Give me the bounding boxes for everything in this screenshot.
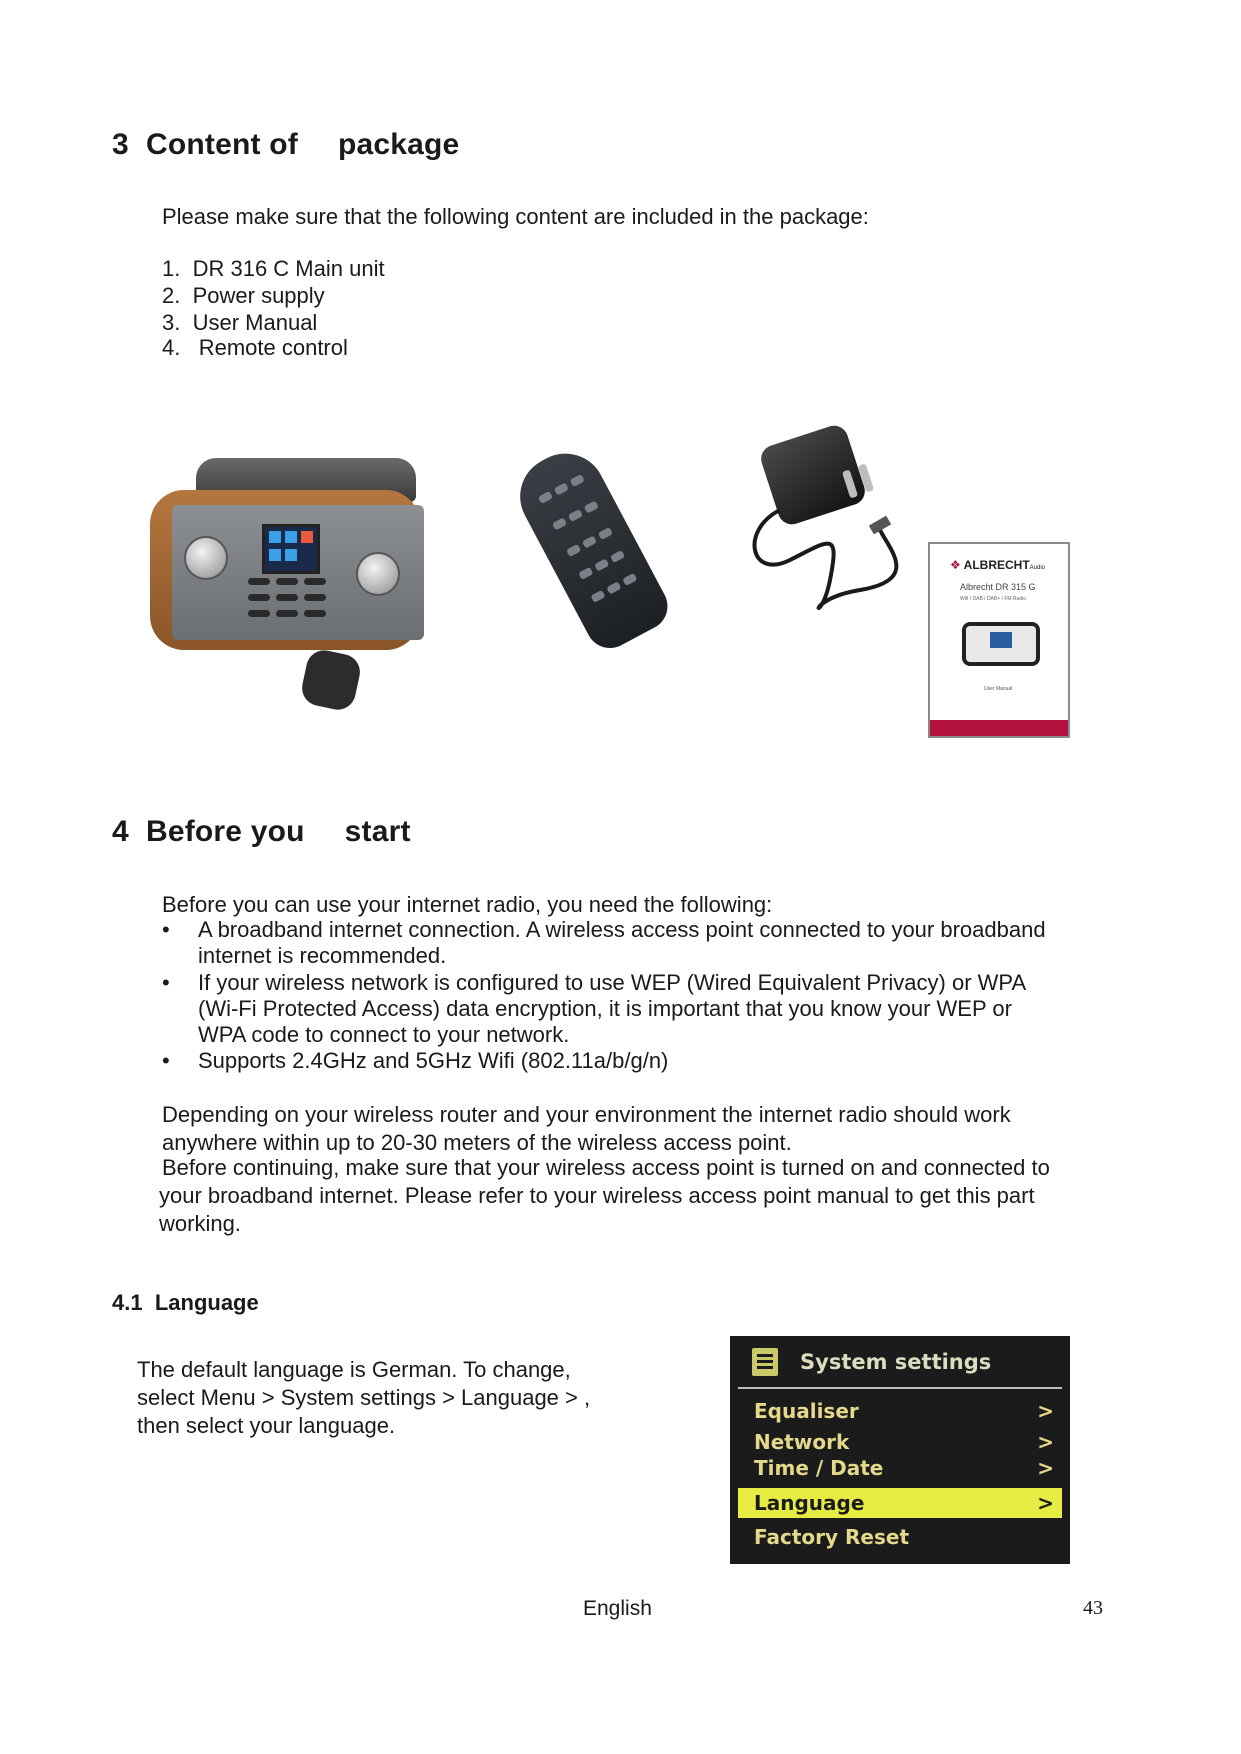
paragraph-line: select Menu > System settings > Language > , bbox=[137, 1385, 591, 1410]
bullet-line: internet is recommended. bbox=[198, 943, 447, 968]
bullet-line: A broadband internet connection. A wireless access point connected to your broadband bbox=[198, 917, 1046, 942]
intro-text: Please make sure that the following content are included in the package: bbox=[162, 204, 869, 229]
list-text: Remote control bbox=[198, 335, 348, 360]
bullet-line: (Wi-Fi Protected Access) data encryption, it is important that you know your WEP or bbox=[198, 996, 1012, 1021]
section-4-1-heading bbox=[112, 1290, 259, 1316]
heading-text: Language bbox=[154, 1290, 259, 1315]
list-item bbox=[162, 256, 385, 282]
bullet-line: Supports 2.4GHz and 5GHz Wifi (802.11a/b/g/n) bbox=[198, 1048, 669, 1073]
radio-screen bbox=[262, 524, 320, 574]
bullet-line: WPA code to connect to your network. bbox=[198, 1022, 570, 1047]
volume-knob-icon bbox=[184, 536, 228, 580]
bullet-item: • A broadband internet connection. A wireless access point connected to your broadband internet is recommended. bbox=[162, 917, 1122, 969]
list-number: 3. bbox=[162, 310, 181, 335]
manual-subtitle: Wifi / DAB / DAB+ / FM Radio bbox=[960, 596, 1026, 602]
heading-text: package bbox=[337, 128, 460, 161]
heading-text: start bbox=[344, 815, 411, 848]
list-number: 4. bbox=[162, 335, 181, 360]
system-settings-screenshot bbox=[730, 1336, 1070, 1564]
paragraph-line: Before continuing, make sure that your wireless access point is turned on and connected to bbox=[162, 1155, 1050, 1180]
list-text: Power supply bbox=[192, 283, 325, 308]
footer-language: English bbox=[583, 1597, 652, 1620]
bullet-line: If your wireless network is configured to use WEP (Wired Equivalent Privacy) or WPA bbox=[198, 970, 1027, 995]
manual-footer-band bbox=[930, 720, 1068, 736]
section-number: 3 bbox=[112, 128, 129, 161]
manual-label: User Manual bbox=[984, 686, 1013, 692]
section-number: 4.1 bbox=[112, 1290, 143, 1315]
remote-control-image bbox=[506, 440, 676, 657]
list-item bbox=[162, 283, 325, 309]
list-text: User Manual bbox=[192, 310, 318, 335]
divider bbox=[738, 1387, 1062, 1389]
paragraph-line: working. bbox=[159, 1211, 241, 1236]
heading-text: Before you bbox=[145, 815, 305, 848]
page-number: 43 bbox=[1083, 1597, 1103, 1619]
paragraph-line: then select your language. bbox=[137, 1413, 396, 1438]
menu-item-time-date: Time / Date > bbox=[754, 1456, 1054, 1480]
intro-text: Before you can use your internet radio, you need the following: bbox=[162, 892, 773, 917]
menu-item-language-selected: Language > bbox=[738, 1488, 1062, 1518]
manual-brand: ❖ ALBRECHTAudio bbox=[950, 558, 1046, 572]
paragraph-line: Depending on your wireless router and your environment the internet radio should work bbox=[162, 1102, 1011, 1127]
user-manual-image bbox=[928, 542, 1070, 738]
manual-title: Albrecht DR 315 G bbox=[960, 582, 1036, 592]
section-4-heading bbox=[112, 815, 411, 849]
heading-text: Content of bbox=[145, 128, 298, 161]
menu-item-network: Network > bbox=[754, 1430, 1054, 1454]
menu-item-equaliser: Equaliser > bbox=[754, 1399, 1054, 1423]
tuning-knob-icon bbox=[356, 552, 400, 596]
list-text: DR 316 C Main unit bbox=[192, 256, 385, 281]
menu-icon bbox=[752, 1348, 778, 1376]
list-number: 2. bbox=[162, 283, 181, 308]
list-item bbox=[162, 310, 317, 336]
bullet-item: • If your wireless network is configured to use WEP (Wired Equivalent Privacy) or WPA (Wi-Fi Protected Access) data encryption, it is important that you know your WEP or WPA code to connect to your network. bbox=[162, 970, 1122, 1048]
paragraph-line: anywhere within up to 20-30 meters of the wireless access point. bbox=[162, 1130, 792, 1155]
small-remote-icon bbox=[299, 647, 363, 713]
bullet-item: • Supports 2.4GHz and 5GHz Wifi (802.11a/b/g/n) bbox=[162, 1048, 1122, 1074]
paragraph-line: The default language is German. To change, bbox=[137, 1357, 571, 1382]
section-3-heading bbox=[112, 128, 459, 162]
paragraph-line: your broadband internet. Please refer to your wireless access point manual to get this part bbox=[159, 1183, 1035, 1208]
section-number: 4 bbox=[112, 815, 129, 848]
menu-item-factory-reset: Factory Reset bbox=[754, 1525, 909, 1549]
screen-header: System settings bbox=[800, 1350, 992, 1374]
list-number: 1. bbox=[162, 256, 181, 281]
power-cable bbox=[740, 490, 900, 610]
list-item bbox=[162, 335, 348, 361]
